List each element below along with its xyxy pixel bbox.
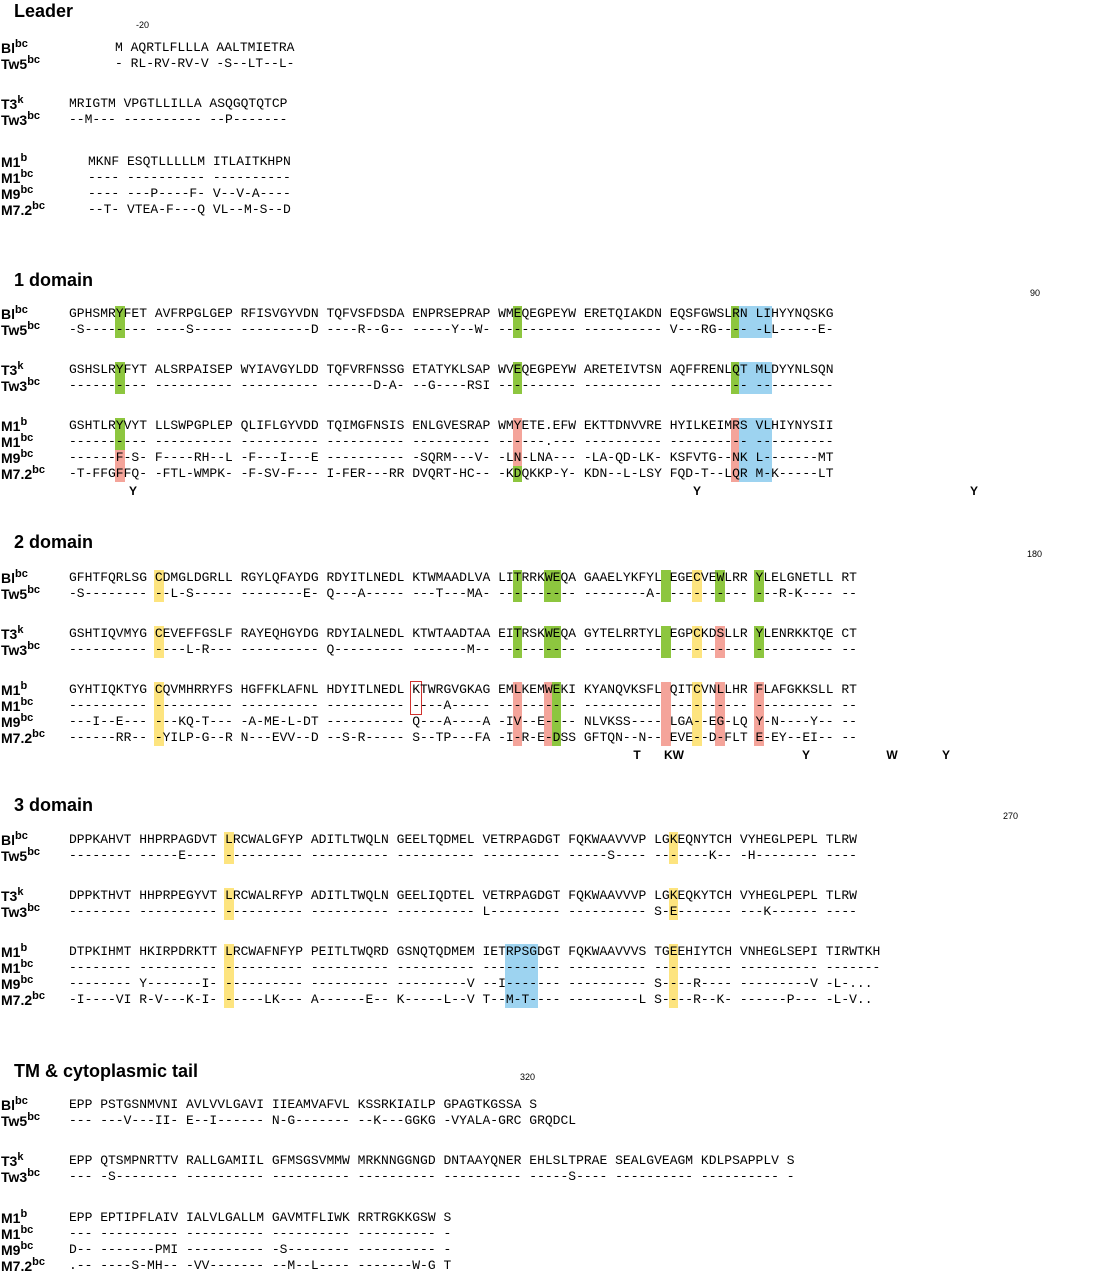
- position-number: -20: [136, 20, 150, 30]
- sequence-label: [1, 848, 40, 864]
- sequence-label: [1, 976, 33, 992]
- haplotype-superscript: bc: [15, 568, 28, 580]
- allele-name: M1: [1, 682, 21, 698]
- residue-marker: W: [886, 748, 898, 762]
- sequence-row: .-- ----S-MH-- -VV------- --M--L---- -------W-G T: [69, 1258, 452, 1273]
- haplotype-superscript: bc: [20, 1240, 34, 1252]
- sequence-row: EPP EPTIPFLAIV IALVLGALLM GAVMTFLIWK RRTRGKKGSW S: [69, 1210, 452, 1225]
- sequence-row: ------F-S- F----RH--L -F---I---E ---------- -SQRM---V- -LN-LNA--- -LA-QD-LK- KSFVTG--NK L-------MT: [69, 450, 834, 465]
- haplotype-superscript: k: [17, 360, 24, 372]
- haplotype-superscript: bc: [20, 958, 34, 970]
- haplotype-superscript: bc: [15, 38, 28, 50]
- haplotype-superscript: bc: [15, 1095, 28, 1107]
- haplotype-superscript: bc: [15, 304, 28, 316]
- haplotype-superscript: b: [20, 942, 28, 954]
- allele-name: T3: [1, 888, 18, 904]
- position-number: 90: [1030, 288, 1041, 298]
- allele-name: Tw3: [1, 1169, 28, 1185]
- sequence-row: GPHSMRYFET AVFRPGLGEP RFISVGYVDN TQFVSFDSDA ENPRSEPRAP WMEQEGPEYW ERETQIAKDN EQSFGWSLRN LIHYYNQSKG: [69, 306, 834, 321]
- sequence-label: [1, 730, 45, 746]
- haplotype-superscript: bc: [27, 584, 41, 596]
- haplotype-superscript: bc: [20, 432, 34, 444]
- section-heading: TM & cytoplasmic tail: [14, 1061, 199, 1081]
- haplotype-superscript: bc: [32, 200, 45, 212]
- section-heading: 3 domain: [14, 795, 94, 815]
- residue-marker: Y: [128, 484, 138, 498]
- haplotype-superscript: bc: [20, 696, 34, 708]
- sequence-label: [1, 1097, 28, 1113]
- sequence-row: -S-------- --L-S----- --------E- Q---A----- ---T---MA- ---------- --------A- ---------- ---R-K---- --: [69, 586, 857, 601]
- sequence-row: ---------- ---------- ---------- ------D-A- --G----RSI ---------- ---------- ---------- ----------: [69, 378, 834, 393]
- sequence-label: [1, 378, 40, 394]
- haplotype-superscript: bc: [20, 184, 34, 196]
- sequence-row: -T-FFGFFQ- -FTL-WMPK- -F-SV-F--- I-FER---RR DVQRT-HC-- -KDQKKP-Y- KDN--L-LSY FQD-T--LQR M-K-----LT: [69, 466, 834, 481]
- sequence-label: [1, 322, 40, 338]
- sequence-label: [1, 586, 40, 602]
- sequence-row: --M--- ---------- --P-------: [69, 112, 288, 127]
- residue-marker: Y: [941, 748, 951, 762]
- residue-marker: Y: [801, 748, 811, 762]
- haplotype-superscript: bc: [27, 1167, 41, 1179]
- haplotype-superscript: b: [20, 680, 28, 692]
- haplotype-superscript: bc: [32, 1256, 45, 1268]
- haplotype-superscript: bc: [20, 1224, 34, 1236]
- position-number: 320: [520, 1072, 536, 1082]
- allele-name: Bl: [1, 1097, 15, 1113]
- haplotype-superscript: k: [17, 94, 24, 106]
- sequence-label: [1, 1169, 40, 1185]
- sequence-row: MKNF ESQTLLLLLM ITLAITKHPN: [88, 154, 291, 169]
- sequence-row: GSHTLRYVYT LLSWPGPLEP QLIFLGYVDD TQIMGFNSIS ENLGVESRAP WMYETE.EFW EKTTDNVVRE HYILKEIMRS VLHIYNYSII: [69, 418, 834, 433]
- allele-name: M1: [1, 1210, 21, 1226]
- sequence-row: --T- VTEA-F---Q VL--M-S--D: [88, 202, 291, 217]
- haplotype-superscript: k: [17, 624, 24, 636]
- allele-name: Tw3: [1, 112, 28, 128]
- haplotype-superscript: k: [17, 1151, 24, 1163]
- haplotype-superscript: b: [20, 1208, 28, 1220]
- sequence-label: [1, 626, 23, 642]
- allele-name: Bl: [1, 40, 15, 56]
- allele-name: M7.2: [1, 466, 33, 482]
- allele-name: T3: [1, 362, 18, 378]
- allele-name: M9: [1, 186, 21, 202]
- sequence-row: -------- Y-------I- ---------- ---------- ---------V --I------- ---------- S----R---- ---------V -L-...: [69, 976, 873, 991]
- sequence-row: ---- ---P----F- V--V-A----: [88, 186, 291, 201]
- sequence-label: [1, 1113, 40, 1129]
- sequence-row: EPP PSTGSNMVNI AVLVVLGAVI IIEAMVAFVL KSSRKIAILP GPAGTKGSSA S: [69, 1097, 538, 1112]
- sequence-row: DPPKAHVT HHPRPAGDVT LRCWALGFYP ADITLTWQLN GEELTQDMEL VETRPAGDGT FQKWAAVVVP LGKEQNYTCH VYHEGLPEPL TLRW: [69, 832, 857, 847]
- allele-name: M1: [1, 944, 21, 960]
- sequence-row: -I----VI R-V---K-I- -----LK--- A------E-- K-----L--V T--M-T---- ---------L S----R--K- ------P--- -L-V..: [69, 992, 873, 1007]
- position-number: 180: [1027, 549, 1043, 559]
- haplotype-superscript: bc: [27, 902, 41, 914]
- sequence-row: GSHTIQVMYG CEVEFFGSLF RAYEQHGYDG RDYIALNEDL KTWTAADTAA EITRSKWEQA GYTELRRTYL EGPCKDSLLR YLENRKKTQE CT: [69, 626, 857, 641]
- allele-name: Tw3: [1, 378, 28, 394]
- sequence-row: EPP QTSMPNRTTV RALLGAMIIL GFMSGSVMMW MRKNNGGNGD DNTAAYQNER EHLSLTPRAE SEALGVEAGM KDLPSAPPLV S: [69, 1153, 795, 1168]
- position-number: 270: [1003, 811, 1019, 821]
- residue-marker: T: [633, 748, 641, 762]
- sequence-label: [1, 96, 23, 112]
- haplotype-superscript: bc: [20, 974, 34, 986]
- sequence-row: ---------- ---------- ---------- ---------- ----A----- ---------- ---------- ---------- ---------- --: [69, 698, 857, 713]
- section-heading: 2 domain: [14, 532, 94, 552]
- allele-name: M1: [1, 434, 21, 450]
- section-heading: Leader: [14, 1, 74, 21]
- haplotype-superscript: bc: [27, 54, 41, 66]
- sequence-row: GYHTIQKTYG CQVMHRRYFS HGFFKLAFNL HDYITLNEDL KTWRGVGKAG EMLKEMWEKI KYANQVKSFL QITCVNLLHR FLAFGKKSLL RT: [69, 682, 857, 697]
- allele-name: Bl: [1, 832, 15, 848]
- allele-name: M1: [1, 170, 21, 186]
- allele-name: Bl: [1, 306, 15, 322]
- sequence-row: D-- -------PMI ---------- -S-------- ---------- -: [69, 1242, 452, 1257]
- allele-name: M7.2: [1, 992, 33, 1008]
- sequence-row: DPPKTHVT HHPRPEGYVT LRCWALRFYP ADITLTWQLN GEELIQDTEL VETRPAGDGT FQKWAAVVVP LGKEQKYTCH VYHEGLPEPL TLRW: [69, 888, 857, 903]
- haplotype-superscript: bc: [27, 320, 41, 332]
- allele-name: M9: [1, 714, 21, 730]
- allele-name: M1: [1, 1226, 21, 1242]
- allele-name: Tw5: [1, 586, 28, 602]
- allele-name: T3: [1, 1153, 18, 1169]
- haplotype-superscript: bc: [32, 464, 45, 476]
- haplotype-superscript: bc: [27, 376, 41, 388]
- sequence-label: [1, 1242, 33, 1258]
- sequence-label: [1, 642, 40, 658]
- sequence-row: -------- -----E---- ---------- ---------- ---------- ---------- -----S---- -------K-- -H-------- ----: [69, 848, 857, 863]
- sequence-row: ---------- ---------- ---------- ---------- ---------- ------.--- ---------- ---------- ----------: [69, 434, 834, 449]
- sequence-row: ---- ---------- ----------: [88, 170, 291, 185]
- sequence-row: ---------- ----L-R--- ---------- Q--------- -------M-- ---------- ---------- ---------- ---------- --: [69, 642, 857, 657]
- allele-name: M1: [1, 154, 21, 170]
- haplotype-superscript: bc: [32, 728, 45, 740]
- haplotype-superscript: bc: [27, 1111, 41, 1123]
- haplotype-superscript: b: [20, 152, 28, 164]
- sequence-row: GFHTFQRLSG CDMGLDGRLL RGYLQFAYDG RDYITLNEDL KTWMAADLVA LITRRKWEQA GAAELYKFYL EGECVEWLRR YLELGNETLL RT: [69, 570, 857, 585]
- allele-name: M7.2: [1, 1258, 33, 1274]
- haplotype-superscript: bc: [20, 712, 34, 724]
- sequence-label: [1, 1153, 23, 1169]
- allele-name: Tw5: [1, 322, 28, 338]
- allele-name: Tw3: [1, 642, 28, 658]
- sequence-label: [1, 362, 23, 378]
- allele-name: M9: [1, 1242, 21, 1258]
- residue-marker: KW: [664, 748, 684, 762]
- haplotype-superscript: bc: [20, 168, 34, 180]
- sequence-row: -------- ---------- ---------- ---------- ---------- L--------- ---------- S-E------- ---K------ ----: [69, 904, 857, 919]
- sequence-label: [1, 570, 28, 586]
- sequence-row: --- ---------- ---------- ---------- ---------- -: [69, 1226, 452, 1241]
- allele-name: M1: [1, 698, 21, 714]
- allele-name: T3: [1, 96, 18, 112]
- sequence-label: [1, 466, 45, 482]
- sequence-row: ---I--E--- ---KQ-T--- -A-ME-L-DT ---------- Q---A----A -IV--E---- NLVKSS---- LGA--EG-LQ Y-N----Y-- --: [69, 714, 857, 729]
- sequence-label: [1, 1258, 45, 1274]
- haplotype-superscript: bc: [27, 846, 41, 858]
- sequence-row: -------- ---------- ---------- ---------- ---------- ---------- ---------- ---------- ---------- -------: [69, 960, 881, 975]
- haplotype-superscript: bc: [27, 110, 41, 122]
- allele-name: M1: [1, 960, 21, 976]
- allele-name: T3: [1, 626, 18, 642]
- haplotype-superscript: bc: [15, 830, 28, 842]
- allele-name: M9: [1, 976, 21, 992]
- sequence-label: [1, 904, 40, 920]
- sequence-row: DTPKIHMT HKIRPDRKTT LRCWAFNFYP PEITLTWQRD GSNQTQDMEM IETRPSGDGT FQKWAAVVVS TGEEHIYTCH VNHEGLSEPI TIRWTKH: [69, 944, 881, 959]
- sequence-row: - RL-RV-RV-V -S--LT--L-: [115, 56, 295, 71]
- section-heading: 1 domain: [14, 270, 94, 290]
- residue-marker: Y: [692, 484, 702, 498]
- sequence-label: [1, 56, 40, 72]
- sequence-label: [1, 992, 45, 1008]
- sequence-label: [1, 888, 23, 904]
- haplotype-superscript: bc: [32, 990, 45, 1002]
- sequence-label: [1, 40, 28, 56]
- haplotype-superscript: k: [17, 886, 24, 898]
- haplotype-superscript: b: [20, 416, 28, 428]
- sequence-row: -S-------- ----S----- ---------D ----R--G-- -----Y--W- ---------- ---------- V---RG---- -LL-----E-: [69, 322, 834, 337]
- sequence-label: [1, 186, 33, 202]
- allele-name: Tw5: [1, 848, 28, 864]
- allele-name: M7.2: [1, 202, 33, 218]
- haplotype-superscript: bc: [27, 640, 41, 652]
- allele-name: Tw3: [1, 904, 28, 920]
- sequence-row: GSHSLRYFYT ALSRPAISEP WYIAVGYLDD TQFVRFNSSG ETATYKLSAP WVEQEGPEYW ARETEIVTSN AQFFRENLQT MLDYYNLSQN: [69, 362, 834, 377]
- sequence-row: --- -S-------- ---------- ---------- ---------- ---------- -----S---- ---------- ---------- -: [69, 1169, 795, 1184]
- allele-name: M9: [1, 450, 21, 466]
- sequence-label: [1, 112, 40, 128]
- sequence-row: --- ---V---II- E--I------ N-G------- --K---GGKG -VYALA-GRC GRQDCL: [69, 1113, 577, 1128]
- sequence-row: M AQRTLFLLLA AALTMIETRA: [115, 40, 295, 55]
- sequence-label: [1, 714, 33, 730]
- allele-name: M7.2: [1, 730, 33, 746]
- allele-name: M1: [1, 418, 21, 434]
- sequence-label: [1, 306, 28, 322]
- residue-marker: Y: [969, 484, 979, 498]
- sequence-label: [1, 202, 45, 218]
- allele-name: Tw5: [1, 56, 28, 72]
- haplotype-superscript: bc: [20, 448, 34, 460]
- allele-name: Bl: [1, 570, 15, 586]
- allele-name: Tw5: [1, 1113, 28, 1129]
- sequence-row: ------RR-- -YILP-G--R N---EVV--D --S-R----- S--TP---FA -I-R-E-DSS GFTQN--N-- EVE--D-FLT E-EY--EI-- --: [69, 730, 857, 745]
- sequence-label: [1, 832, 28, 848]
- sequence-row: MRIGTM VPGTLLILLA ASQGQTQTCP: [69, 96, 288, 111]
- sequence-label: [1, 450, 33, 466]
